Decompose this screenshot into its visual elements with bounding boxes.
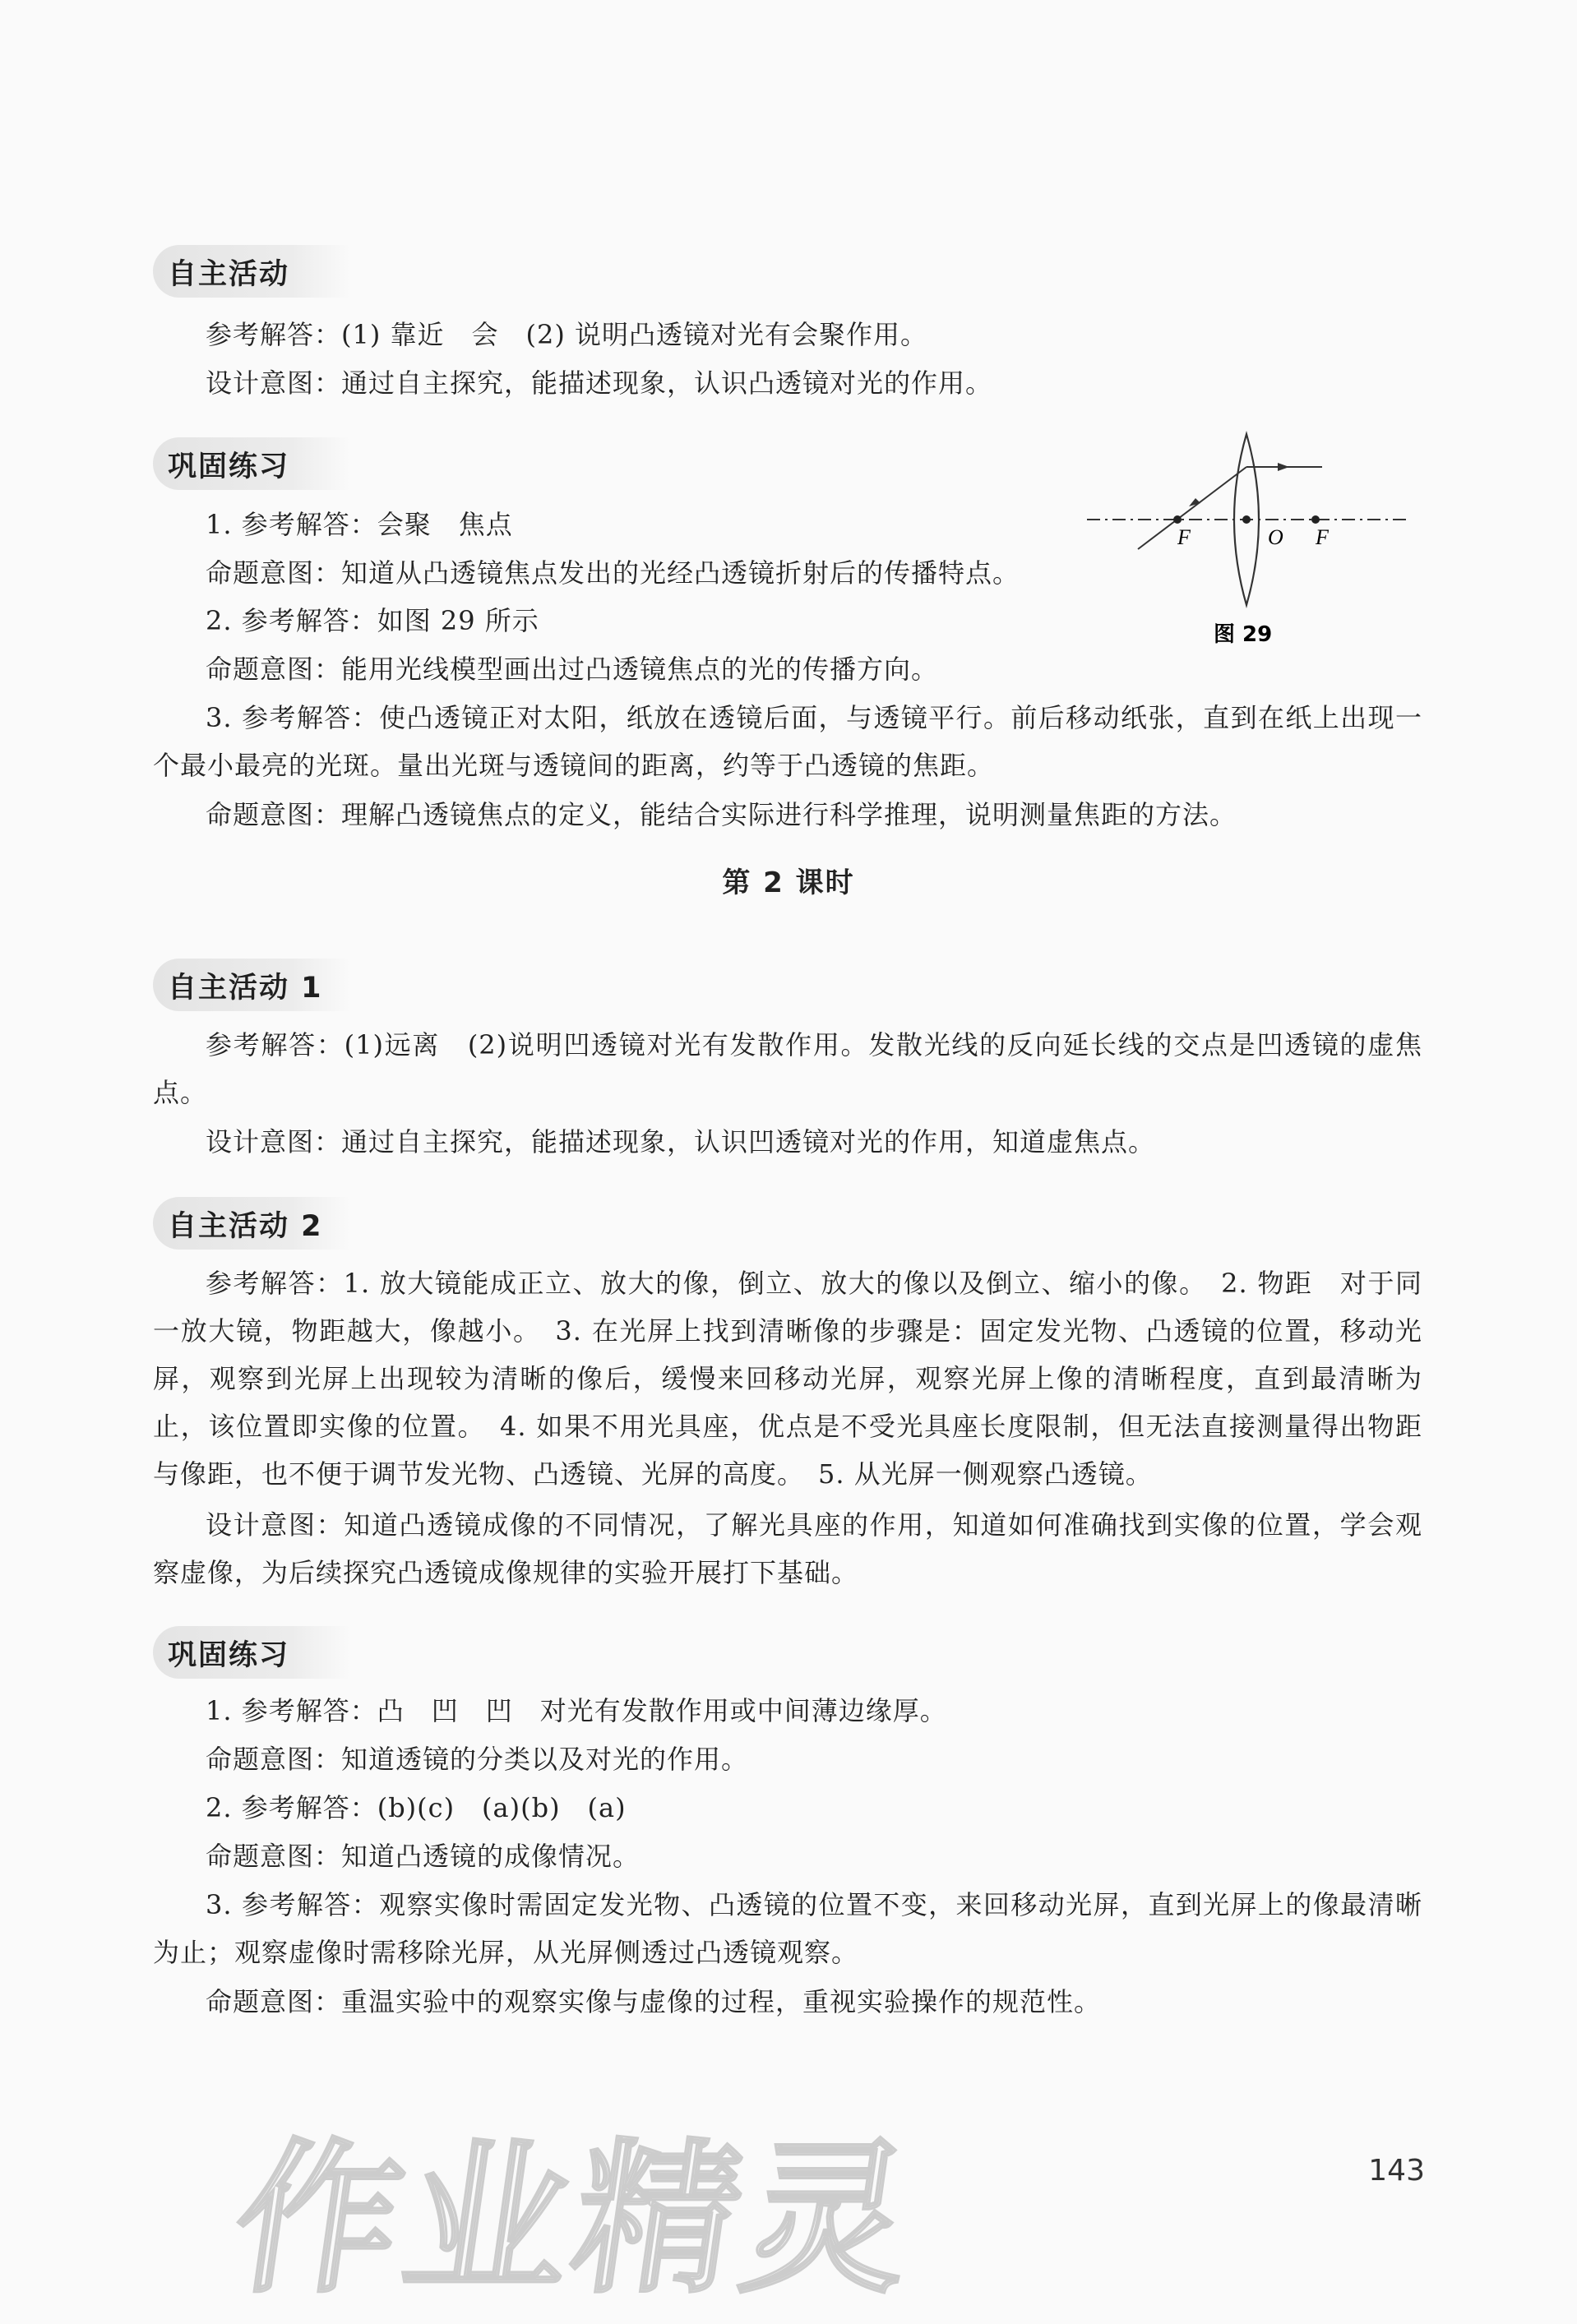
section-header-self-activity: 自主活动 — [153, 245, 350, 298]
s2-q1: 1. 参考解答：会聚 焦点 — [206, 509, 513, 540]
section-header-practice: 巩固练习 — [153, 437, 350, 490]
s2-q3-intent: 命题意图：理解凸透镜焦点的定义，能结合实际进行科学推理，说明测量焦距的方法。 — [206, 799, 1237, 830]
watermark-logo: 作业精灵 — [223, 2124, 927, 2316]
s2-q2: 2. 参考解答：如图 29 所示 — [206, 605, 539, 636]
label-f-left: F — [1177, 525, 1191, 549]
label-f-right: F — [1316, 525, 1329, 549]
s1-intent: 设计意图：通过自主探究，能描述现象，认识凸透镜对光的作用。 — [206, 367, 993, 399]
convex-lens-diagram — [1077, 427, 1414, 649]
s3-answer: 参考解答：(1)远离 (2)说明凹透镜对光有发散作用。发散光线的反向延长线的交点是凹透镜的虚焦点。 — [153, 1029, 1422, 1108]
s2-q3: 3. 参考解答：使凸透镜正对太阳，纸放在透镜后面，与透镜平行。前后移动纸张，直到在纸上出现一个最小最亮的光斑。量出光斑与透镜间的距离，约等于凸透镜的焦距。 — [153, 702, 1422, 781]
label-o: O — [1268, 525, 1283, 549]
s5-q2: 2. 参考解答：(b)(c) (a)(b) (a) — [206, 1792, 627, 1823]
s4-answer: 参考解答：1. 放大镜能成正立、放大的像，倒立、放大的像以及倒立、缩小的像。 2. 物距 对于同一放大镜，物距越大，像越小。 3. 在光屏上找到清晰像的步骤是：固定发光物、凸透镜的位置，移动光屏，观察到光屏上出现较为清晰的像后，缓慢来回移动光屏，观察光屏上像的清晰程度，直到最清晰为止，该位置即实像的位置。 4. 如果不用光具座，优点是不受光具座长度限制，但无法直接测量得出物距与像距，也不便于调节发光物、凸透镜、光屏的高度。 5. 从光屏一侧观察凸透镜。 — [153, 1268, 1422, 1490]
s2-q1-intent: 命题意图：知道从凸透镜焦点发出的光经凸透镜折射后的传播特点。 — [206, 557, 1020, 589]
incident-ray — [1138, 467, 1246, 549]
s5-q3-intent: 命题意图：重温实验中的观察实像与虚像的过程，重视实验操作的规范性。 — [206, 1986, 1102, 2017]
lesson-title: 第 2 课时 — [722, 866, 855, 899]
focus-left-dot — [1173, 515, 1182, 524]
optical-center-dot — [1242, 515, 1251, 524]
figure-caption: 图 29 — [1214, 622, 1273, 647]
page-number: 143 — [1368, 2154, 1425, 2188]
s1-answer: 参考解答：(1) 靠近 会 (2) 说明凸透镜对光有会聚作用。 — [206, 319, 928, 350]
section-header-self-activity-2: 自主活动 2 — [153, 1197, 350, 1250]
s5-q3: 3. 参考解答：观察实像时需固定发光物、凸透镜的位置不变，来回移动光屏，直到光屏上的像最清晰为止；观察虚像时需移除光屏，从光屏侧透过凸透镜观察。 — [153, 1889, 1422, 1968]
section-header-self-activity-1: 自主活动 1 — [153, 959, 350, 1011]
s5-q1: 1. 参考解答：凸 凹 凹 对光有发散作用或中间薄边缘厚。 — [206, 1695, 947, 1726]
section-header-practice-2: 巩固练习 — [153, 1626, 350, 1679]
s2-q2-intent: 命题意图：能用光线模型画出过凸透镜焦点的光的传播方向。 — [206, 654, 939, 685]
ray-arrow-2 — [1278, 463, 1289, 471]
s5-q2-intent: 命题意图：知道凸透镜的成像情况。 — [206, 1841, 641, 1872]
s5-q1-intent: 命题意图：知道透镜的分类以及对光的作用。 — [206, 1744, 749, 1775]
s3-intent: 设计意图：通过自主探究，能描述现象，认识凹透镜对光的作用，知道虚焦点。 — [206, 1126, 1156, 1157]
figure-29 — [1077, 427, 1414, 649]
focus-right-dot — [1311, 515, 1320, 524]
s4-intent: 设计意图：知道凸透镜成像的不同情况，了解光具座的作用，知道如何准确找到实像的位置，学会观察虚像，为后续探究凸透镜成像规律的实验开展打下基础。 — [153, 1509, 1422, 1588]
